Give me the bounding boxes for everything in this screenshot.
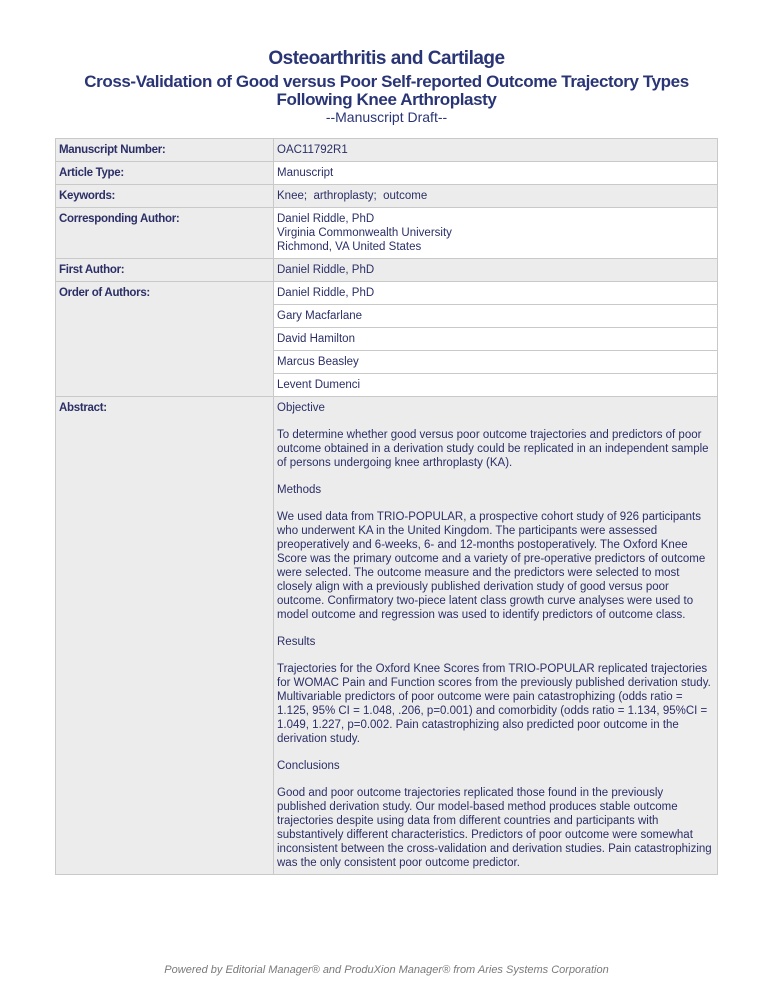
abstract-paragraph: We used data from TRIO-POPULAR, a prospective cohort study of 926 participants who underwent KA in the United Kingdom. The participants were assessed preoperatively and 6-weeks, 6- and 12-months postoperatively. The Oxford Knee Score was the primary outcome and a variety of pre-operative predictors of outcome were selected. The outcome measure and the predictors were selected to most closely align with a previously published derivation study of good versus poor outcome. Confirmatory two-piece latent class growth curve analyses were used to model outcome and regression was used to identify predictors of outcome class. (277, 511, 706, 621)
row-corresponding-author (56, 208, 718, 259)
manuscript-title (40, 73, 733, 109)
value-article-type: Manuscript (274, 162, 718, 185)
manuscript-info-table (55, 138, 718, 875)
abstract-heading-methods: Methods (277, 484, 322, 496)
value-keywords: Knee; arthroplasty; outcome (274, 185, 718, 208)
row-article-type (56, 162, 718, 185)
author-item: Daniel Riddle, PhD (274, 282, 718, 305)
row-order-of-authors (56, 282, 718, 305)
row-first-author (56, 259, 718, 282)
row-manuscript-number (56, 139, 718, 162)
footer-powered-by: Powered by Editorial Manager® and ProduXion Manager® from Aries Systems Corporation (164, 964, 609, 976)
value-abstract (274, 397, 718, 875)
corresponding-author-location: Richmond, VA United States (277, 241, 422, 253)
draft-label: --Manuscript Draft-- (325, 109, 448, 125)
author-item: Levent Dumenci (274, 374, 718, 397)
abstract-heading-results: Results (277, 636, 316, 648)
abstract-heading-objective: Objective (277, 402, 325, 414)
abstract-paragraph: Trajectories for the Oxford Knee Scores from TRIO-POPULAR replicated trajectories for WOMAC Pain and Function scores from the previously published derivation study. Multivariable predictors of poor outcome were pain catastrophizing (odds ratio = 1.125, 95% CI = 1.048, .206, p=0.001) and comorbidity (odds ratio = 1.134, 95%CI = 1.049, 1.227, p=0.002. Pain catastrophizing also predicted poor outcome in the derivation study. (277, 663, 711, 745)
abstract-heading-conclusions: Conclusions (277, 760, 340, 772)
label-keywords: Keywords: (56, 185, 274, 208)
label-order-of-authors: Order of Authors: (56, 282, 274, 397)
label-manuscript-number: Manuscript Number: (56, 139, 274, 162)
author-item: Marcus Beasley (274, 351, 718, 374)
journal-name: Osteoarthritis and Cartilage (268, 48, 505, 69)
title-line-2: Following Knee Arthroplasty (276, 90, 497, 109)
label-corresponding-author: Corresponding Author: (56, 208, 274, 259)
row-abstract (56, 397, 718, 875)
value-manuscript-number: OAC11792R1 (274, 139, 718, 162)
author-item: David Hamilton (274, 328, 718, 351)
corresponding-author-institution: Virginia Commonwealth University (277, 227, 452, 239)
corresponding-author-name: Daniel Riddle, PhD (277, 213, 375, 225)
label-article-type: Article Type: (56, 162, 274, 185)
author-item: Gary Macfarlane (274, 305, 718, 328)
value-corresponding-author (274, 208, 718, 259)
abstract-paragraph: Good and poor outcome trajectories replicated those found in the previously published derivation study. Our model-based method produces stable outcome trajectories despite using data from different countries and participants with substantively different characteristics. Predictors of poor outcome were somewhat inconsistent between the cross-validation and derivation studies. Pain catastrophizing was the only consistent poor outcome predictor. (277, 787, 712, 869)
abstract-paragraph: To determine whether good versus poor outcome trajectories and predictors of poor outcome obtained in a derivation study could be replicated in an independent sample of persons undergoing knee arthroplasty (KA). (277, 429, 709, 469)
title-line-1: Cross-Validation of Good versus Poor Self-reported Outcome Trajectory Types (84, 72, 689, 91)
label-abstract: Abstract: (56, 397, 274, 875)
row-keywords (56, 185, 718, 208)
value-first-author: Daniel Riddle, PhD (274, 259, 718, 282)
label-first-author: First Author: (56, 259, 274, 282)
